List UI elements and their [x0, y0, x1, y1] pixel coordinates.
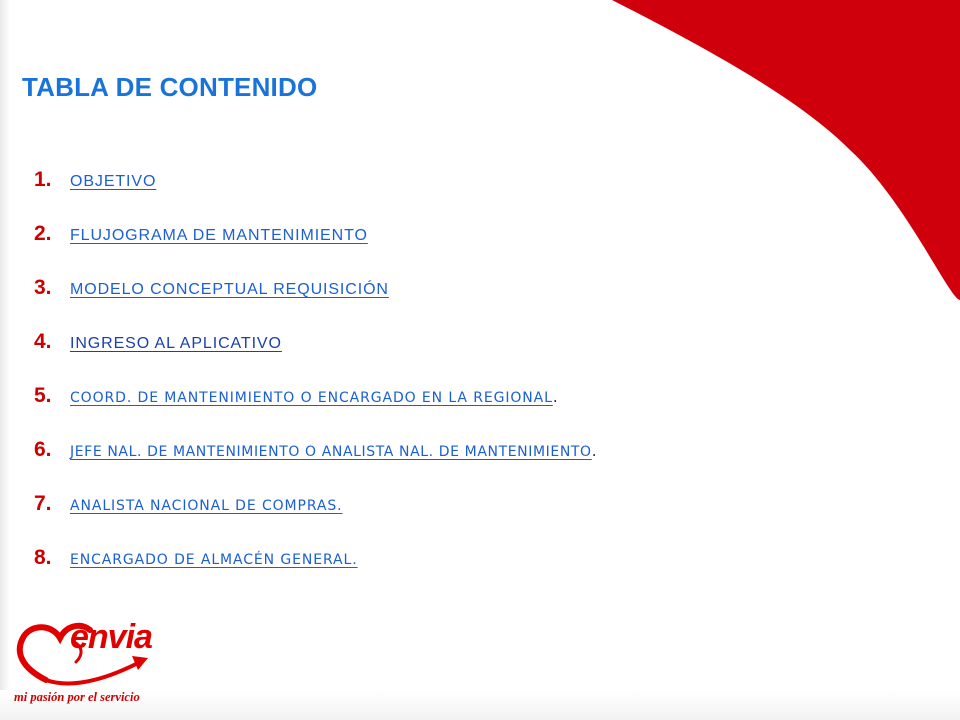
- toc-number: 4.: [34, 330, 52, 353]
- toc-item-5: [34, 384, 596, 438]
- toc-item-6: [34, 438, 596, 492]
- toc-item-3: [34, 276, 596, 330]
- toc-link-jefe-nal[interactable]: JEFE NAL. DE MANTENIMIENTO O ANALISTA NAL. DE MANTENIMIENTO: [70, 444, 592, 460]
- toc-link-flujograma[interactable]: FLUJOGRAMA DE MANTENIMIENTO: [70, 227, 368, 244]
- toc-item-8: [34, 546, 596, 600]
- toc-link-coord-mantenimiento[interactable]: COORD. DE MANTENIMIENTO O ENCARGADO EN LA REGIONAL: [70, 390, 553, 406]
- toc-item-1: [34, 168, 596, 222]
- toc-number: 2.: [34, 222, 52, 245]
- toc-link-objetivo[interactable]: OBJETIVO: [70, 173, 157, 190]
- toc-trailing-period: .: [552, 388, 558, 406]
- toc-number: 3.: [34, 276, 52, 299]
- toc-item-2: [34, 222, 596, 276]
- page-title: TABLA DE CONTENIDO: [22, 72, 318, 102]
- toc-number: 8.: [34, 546, 52, 569]
- toc-number: 5.: [34, 384, 52, 407]
- toc-number: 1.: [34, 168, 52, 191]
- toc-item-4: [34, 330, 596, 384]
- toc-link-almacen-general[interactable]: ENCARGADO DE ALMACÉN GENERAL.: [70, 552, 358, 568]
- toc-trailing-period: .: [591, 442, 597, 460]
- toc-number: 7.: [34, 492, 52, 515]
- logo-tagline: mi pasión por el servicio: [14, 690, 140, 704]
- toc-number: 6.: [34, 438, 52, 461]
- toc-link-ingreso-aplicativo[interactable]: INGRESO AL APLICATIVO: [70, 335, 282, 352]
- envia-logo: [8, 612, 178, 712]
- toc-link-analista-compras[interactable]: ANALISTA NACIONAL DE COMPRAS.: [70, 498, 343, 514]
- toc-link-modelo-conceptual[interactable]: MODELO CONCEPTUAL REQUISICIÓN: [70, 281, 389, 298]
- table-of-contents: [34, 168, 596, 600]
- toc-item-7: [34, 492, 596, 546]
- logo-brand-text: envia: [70, 618, 152, 656]
